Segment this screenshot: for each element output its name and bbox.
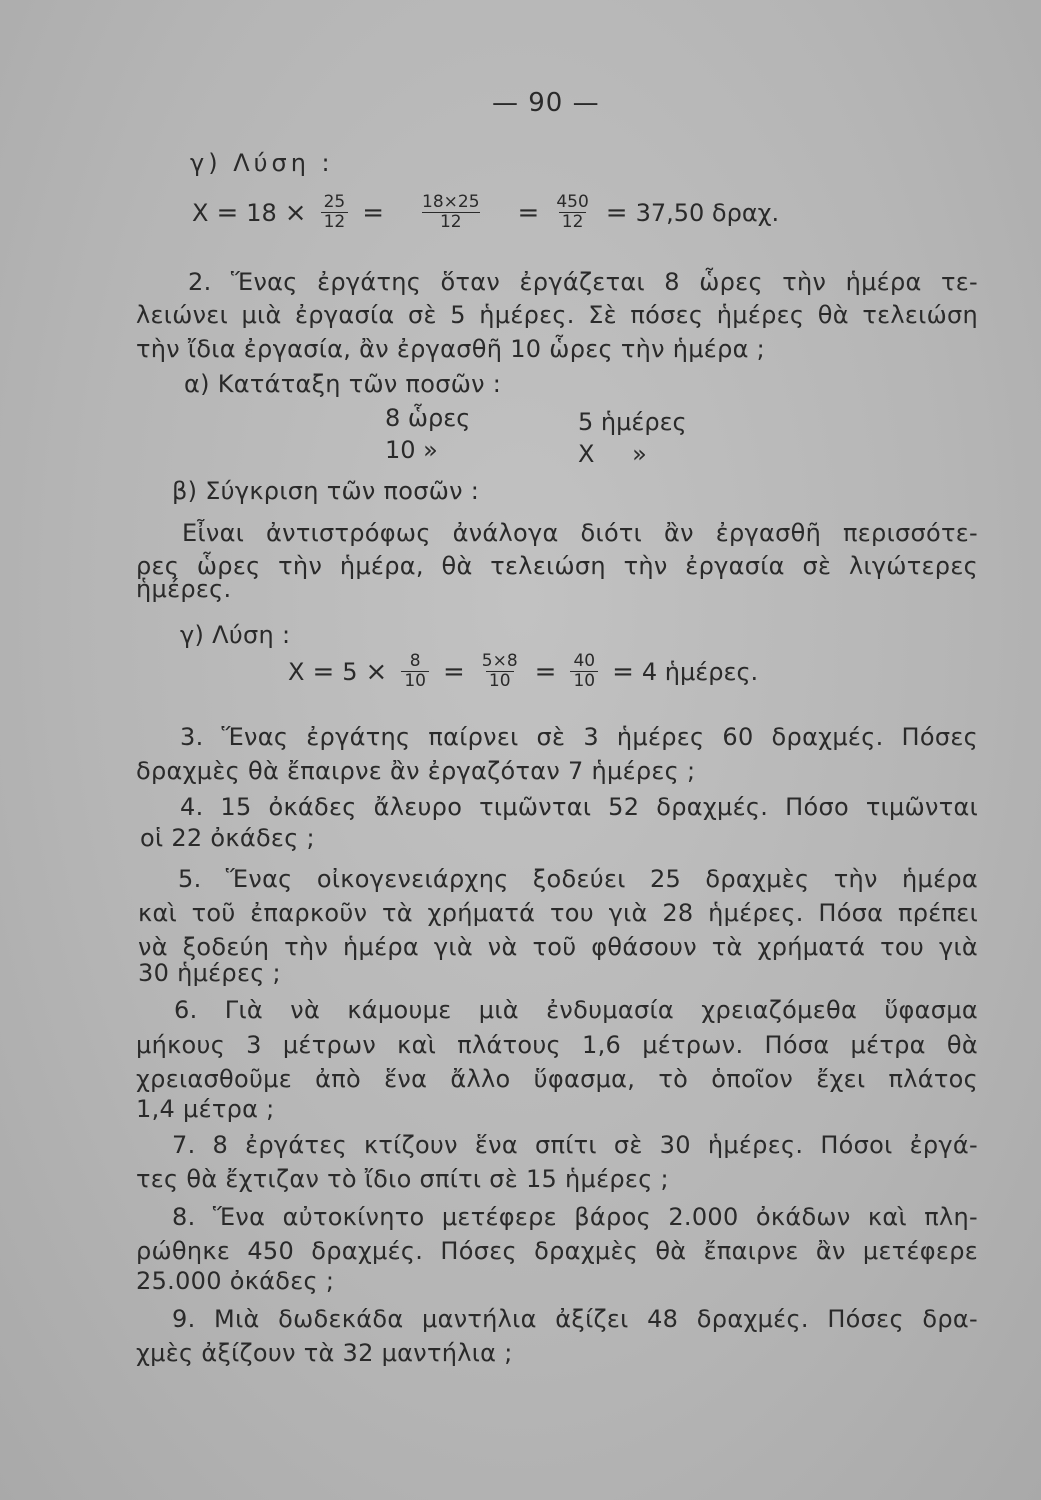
formula-1 [192,193,779,232]
fraction [404,193,498,232]
equals-sign: = [216,197,239,228]
table-cell: X » [578,440,647,468]
numerator: 5×8 [481,651,518,671]
formula-factor: 18 [246,198,277,227]
problem-9-line: χμὲς ἀξίζουν τὰ 32 μαντήλια ; [136,1339,513,1367]
fraction [401,652,429,691]
problem-9-line: 9. Μιὰ δωδεκάδα μαντήλια ἀξίζει 48 δραχμές. Πόσες δρα- [172,1305,978,1333]
times-sign: × [284,197,307,228]
times-sign: × [365,656,388,687]
fraction [570,652,598,691]
problem-4-line: οἱ 22 ὀκάδες ; [140,824,315,852]
problem-6-line: 1,4 μέτρα ; [136,1095,275,1123]
denominator: 12 [321,212,349,232]
fraction [321,193,349,232]
problem-6-line: 6. Γιὰ νὰ κάμουμε μιὰ ἐνδυμασία χρειαζόμεθα ὕφασμα [174,996,978,1024]
equals-sign: = [605,197,628,228]
problem-4-line: 4. 15 ὀκάδες ἄλευρο τιμῶνται 52 δραχμές. Πόσο τιμῶνται [180,793,978,821]
table-cell: 5 ἡμέρες [578,408,687,436]
equals-sign: = [362,197,385,228]
problem-3-line: δραχμὲς θὰ ἔπαιρνε ἂν ἐργαζόταν 7 ἡμέρες ; [136,757,696,785]
denominator: 10 [570,671,598,691]
equals-sign: = [517,197,540,228]
problem-6-line: μήκους 3 μέτρων καὶ πλάτους 1,6 μέτρων. Πόσα μέτρα θὰ [136,1031,978,1059]
formula-result: 4 ἡμέρες. [641,657,759,686]
numerator: 25 [323,192,346,212]
problem-5-line: 5. Ἕνας οἰκογενειάρχης ξοδεύει 25 δραχμὲς τὴν ἡμέρα [178,865,978,893]
problem-7-line: τες θὰ ἔχτιζαν τὸ ἴδιο σπίτι σὲ 15 ἡμέρες ; [136,1165,669,1193]
denominator: 12 [422,212,480,232]
comparison-line: Εἶναι ἀντιστρόφως ἀνάλογα διότι ἂν ἐργασθῆ περισσότε- [182,519,978,547]
formula-lhs: X [192,198,209,227]
solution-label: γ) Λύση : [190,149,334,177]
table-cell: 10 » [385,436,438,464]
problem-2-line: λειώνει μιὰ ἐργασία σὲ 5 ἡμέρες. Σὲ πόσες ἡμέρες θὰ τελειώση [136,301,978,329]
comparison-line: ἡμέρες. [136,575,232,603]
denominator: 12 [559,212,587,232]
formula-2 [288,652,758,691]
problem-8-line: ρώθηκε 450 δραχμές. Πόσες δραχμὲς θὰ ἔπαιρνε ἂν μετέφερε [136,1237,978,1265]
denominator: 10 [486,671,514,691]
comparison-label: β) Σύγκριση τῶν ποσῶν : [172,477,480,505]
numerator: 8 [409,651,421,671]
numerator: 450 [556,192,589,212]
equals-sign: = [442,656,465,687]
solution-label: γ) Λύση : [180,621,291,649]
problem-6-line: χρειασθοῦμε ἀπὸ ἕνα ἄλλο ὕφασμα, τὸ ὁποῖον ἔχει πλάτος [136,1065,978,1093]
problem-2-line: 2. Ἕνας ἐργάτης ὅταν ἐργάζεται 8 ὧρες τὴν ἡμέρα τε- [188,268,978,296]
fraction [479,652,521,691]
problem-8-line: 8. Ἕνα αὐτοκίνητο μετέφερε βάρος 2.000 ὀκάδων καὶ πλη- [172,1203,978,1231]
problem-5-line: 30 ἡμέρες ; [138,959,281,987]
problem-8-line: 25.000 ὀκάδες ; [136,1267,335,1295]
numerator: 18×25 [422,192,480,212]
problem-7-line: 7. 8 ἐργάτες κτίζουν ἕνα σπίτι σὲ 30 ἡμέρες. Πόσοι ἐργά- [172,1131,978,1159]
formula-lhs: X [288,657,305,686]
equals-sign: = [312,656,335,687]
problem-2-line: τὴν ἴδια ἐργασία, ἂν ἐργασθῆ 10 ὧρες τὴν ἡμέρα ; [136,335,766,363]
denominator: 10 [401,671,429,691]
problem-5-line: καὶ τοῦ ἐπαρκοῦν τὰ χρήματά του γιὰ 28 ἡμέρες. Πόσα πρέπει [138,899,978,927]
comparison-line: ρες ὧρες τὴν ἡμέρα, θὰ τελειώση τὴν ἐργασία σὲ λιγώτερες [136,552,978,580]
numerator: 40 [573,651,596,671]
classification-label: α) Κατάταξη τῶν ποσῶν : [184,370,502,398]
formula-result: 37,50 δραχ. [635,198,780,227]
problem-3-line: 3. Ἕνας ἐργάτης παίρνει σὲ 3 ἡμέρες 60 δραχμές. Πόσες [180,723,978,751]
problem-5-line: νὰ ξοδεύη τὴν ἡμέρα γιὰ νὰ τοῦ φθάσουν τὰ χρήματά του γιὰ [138,933,978,961]
page-number: — 90 — [492,88,600,118]
formula-factor: 5 [342,657,358,686]
equals-sign: = [612,656,634,687]
fraction [553,193,591,232]
equals-sign: = [534,656,557,687]
table-cell: 8 ὧρες [385,404,471,432]
